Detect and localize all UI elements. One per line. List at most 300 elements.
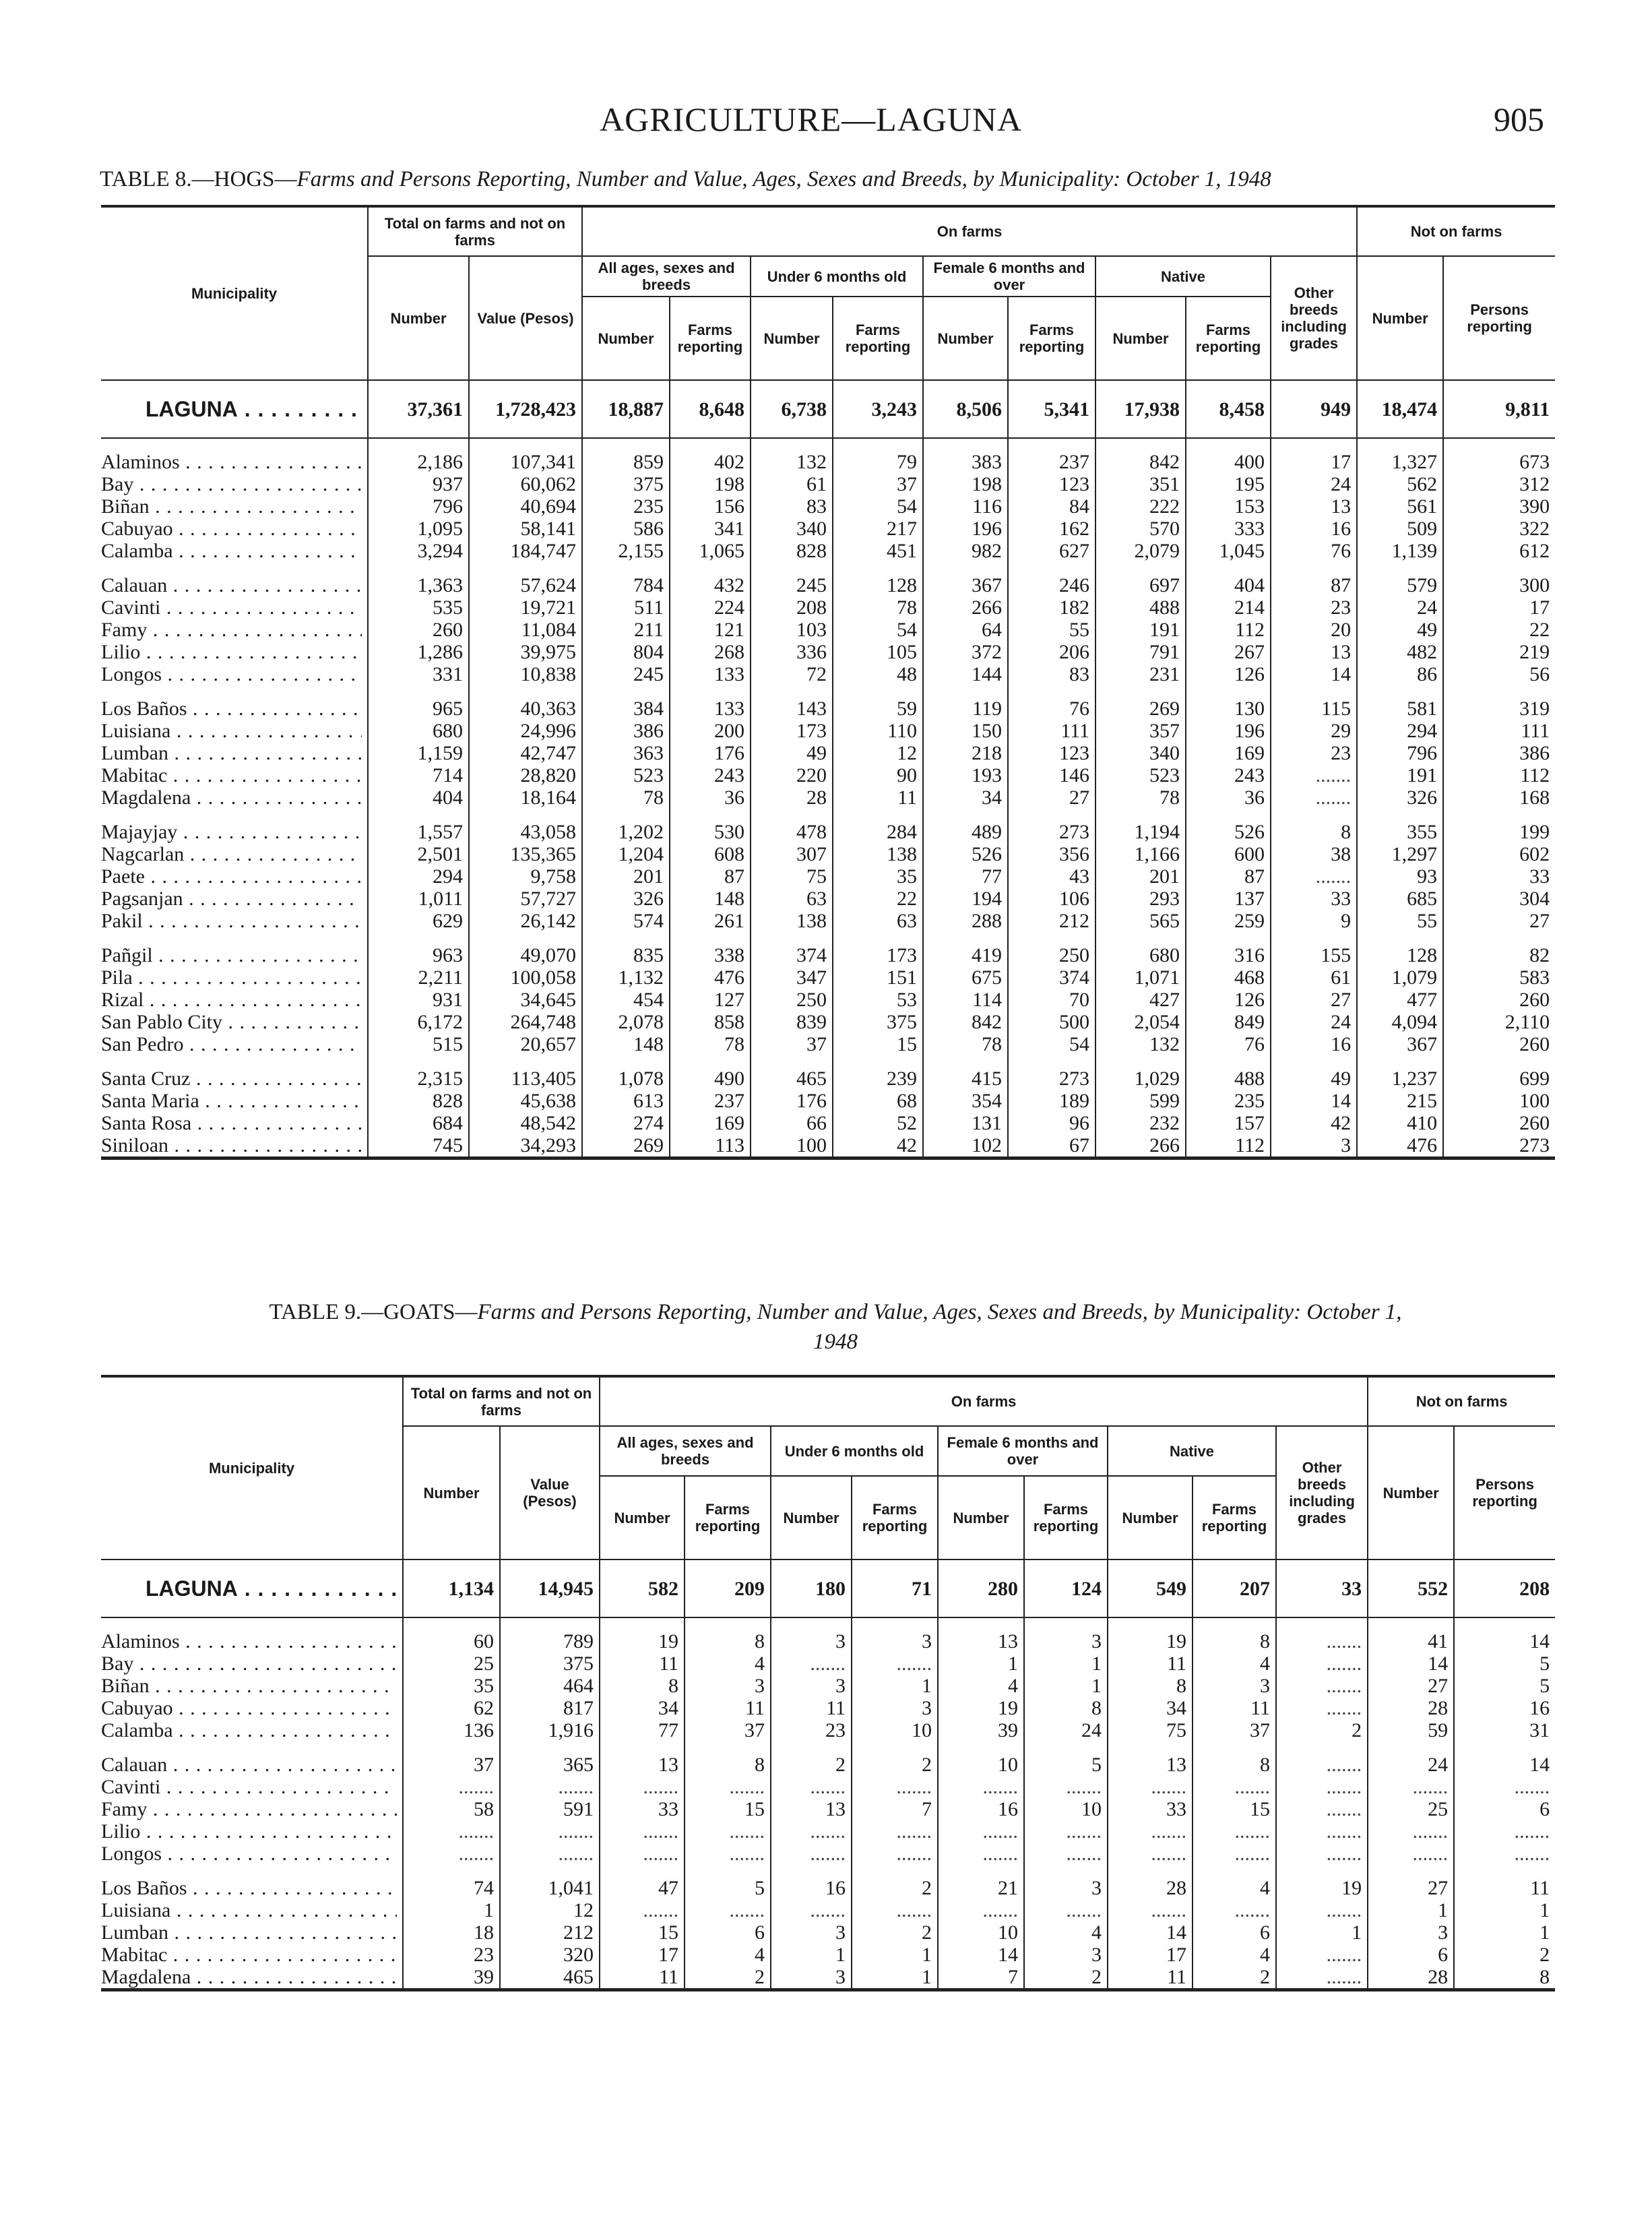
value-cell: .......: [1276, 1899, 1368, 1921]
value-cell: 33: [1108, 1798, 1193, 1820]
table-row: [101, 1652, 1555, 1675]
value-cell: 8: [685, 1630, 771, 1652]
value-cell: 326: [582, 888, 670, 910]
value-cell: .......: [685, 1776, 771, 1798]
value-cell: 684: [368, 1112, 469, 1134]
municipality-cell: [101, 1134, 368, 1159]
total-cell: 8,506: [923, 380, 1008, 438]
header-number: Number: [938, 1476, 1024, 1559]
value-cell: 57,624: [469, 574, 582, 596]
value-cell: 2: [1024, 1966, 1108, 1990]
header-number: Number: [368, 256, 469, 380]
value-cell: 565: [1095, 910, 1186, 932]
spacer-cell: [833, 562, 923, 574]
value-cell: 745: [368, 1134, 469, 1159]
spacer-cell: [833, 809, 923, 821]
value-cell: 1: [1368, 1899, 1454, 1921]
value-cell: 37: [1193, 1719, 1276, 1741]
value-cell: 37: [685, 1719, 771, 1741]
spacer-cell: [469, 562, 582, 574]
value-cell: .......: [1024, 1843, 1108, 1865]
value-cell: 8: [1108, 1675, 1193, 1697]
municipality-cell: [101, 1068, 368, 1090]
value-cell: 21: [938, 1877, 1024, 1899]
value-cell: 19: [600, 1630, 685, 1652]
value-cell: 784: [582, 574, 670, 596]
spacer-cell: [1008, 809, 1095, 821]
value-cell: .......: [1024, 1820, 1108, 1843]
value-cell: 5: [1024, 1754, 1108, 1776]
value-cell: 9,758: [469, 865, 582, 888]
municipality-cell: [101, 742, 368, 764]
value-cell: 8: [1193, 1630, 1276, 1652]
spacer-cell: [368, 562, 469, 574]
value-cell: 13: [771, 1798, 852, 1820]
value-cell: 307: [751, 843, 833, 865]
total-cell: 33: [1276, 1559, 1368, 1617]
value-cell: .......: [852, 1899, 938, 1921]
value-cell: 76: [1008, 698, 1095, 720]
value-cell: 47: [600, 1877, 685, 1899]
header-other-breeds: Other breeds including grades: [1271, 256, 1357, 380]
value-cell: 35: [403, 1675, 500, 1697]
value-cell: 260: [1443, 989, 1555, 1011]
value-cell: 57,727: [469, 888, 582, 910]
value-cell: 34: [923, 786, 1008, 809]
value-cell: 19,721: [469, 596, 582, 619]
value-cell: 530: [670, 821, 751, 843]
value-cell: 526: [1186, 821, 1271, 843]
value-cell: 86: [1357, 663, 1443, 685]
spacer-cell: [1276, 1617, 1368, 1630]
table-row: [101, 1697, 1555, 1719]
municipality-name: Famy . . .: [101, 1798, 397, 1820]
municipality-cell: [101, 663, 368, 685]
value-cell: 75: [751, 865, 833, 888]
value-cell: 103: [751, 619, 833, 641]
table-row: [101, 1776, 1555, 1798]
value-cell: 33: [600, 1798, 685, 1820]
municipality-name: Magdalena . . .: [101, 1966, 397, 1988]
value-cell: 2,110: [1443, 1011, 1555, 1033]
table-row: [101, 495, 1555, 518]
value-cell: 116: [923, 495, 1008, 518]
value-cell: 2,078: [582, 1011, 670, 1033]
value-cell: .......: [1454, 1820, 1555, 1843]
value-cell: 212: [500, 1921, 600, 1944]
total-cell: 124: [1024, 1559, 1108, 1617]
table9-caption-text: Farms and Persons Reporting, Number and Value, Ages, Sexes and Breeds, by Municipality: October 1, 1948: [477, 1300, 1402, 1354]
municipality-name: Santa Rosa . . .: [101, 1112, 362, 1134]
value-cell: .......: [1271, 865, 1357, 888]
spacer-cell: [582, 438, 670, 451]
value-cell: 231: [1095, 663, 1186, 685]
value-cell: 451: [833, 540, 923, 562]
value-cell: 673: [1443, 451, 1555, 473]
value-cell: 714: [368, 764, 469, 786]
value-cell: 243: [670, 764, 751, 786]
table-row: [101, 540, 1555, 562]
spacer-cell: [1186, 438, 1271, 451]
table-row: [101, 989, 1555, 1011]
spacer-cell: [1368, 1617, 1454, 1630]
value-cell: 17: [1443, 596, 1555, 619]
municipality-cell: [101, 843, 368, 865]
value-cell: 82: [1443, 944, 1555, 966]
value-cell: 374: [1008, 966, 1095, 989]
table-row: [101, 641, 1555, 663]
spacer-cell: [938, 1865, 1024, 1877]
spacer-cell: [670, 932, 751, 944]
value-cell: 250: [1008, 944, 1095, 966]
value-cell: 3: [1368, 1921, 1454, 1944]
spacer-cell: [923, 438, 1008, 451]
spacer-cell: [1357, 809, 1443, 821]
value-cell: .......: [1271, 764, 1357, 786]
value-cell: 509: [1357, 518, 1443, 540]
municipality-name: Siniloan . . .: [101, 1134, 362, 1156]
value-cell: 87: [1271, 574, 1357, 596]
value-cell: 43: [1008, 865, 1095, 888]
spacer-cell: [938, 1617, 1024, 1630]
municipality-name: Bay . . .: [101, 473, 362, 495]
spacer-cell: [403, 1865, 500, 1877]
value-cell: 77: [923, 865, 1008, 888]
value-cell: 93: [1357, 865, 1443, 888]
table8-caption-text: Farms and Persons Reporting, Number and Value, Ages, Sexes and Breeds, by Municipality: October 1, 1948: [296, 167, 1271, 191]
value-cell: 34,645: [469, 989, 582, 1011]
value-cell: 266: [1095, 1134, 1186, 1159]
value-cell: 4,094: [1357, 1011, 1443, 1033]
spacer-cell: [368, 685, 469, 698]
header-number: Number: [923, 297, 1008, 380]
spacer-cell: [670, 685, 751, 698]
value-cell: 83: [1008, 663, 1095, 685]
municipality-name: Biñan . . .: [101, 495, 362, 518]
value-cell: 151: [833, 966, 923, 989]
value-cell: 128: [1357, 944, 1443, 966]
spacer-row: [101, 438, 1555, 451]
value-cell: 322: [1443, 518, 1555, 540]
value-cell: 96: [1008, 1112, 1095, 1134]
value-cell: .......: [1276, 1798, 1368, 1820]
value-cell: 1,029: [1095, 1068, 1186, 1090]
value-cell: 63: [833, 910, 923, 932]
header-under6: Under 6 months old: [771, 1426, 938, 1476]
value-cell: 77: [600, 1719, 685, 1741]
value-cell: 591: [500, 1798, 600, 1820]
value-cell: 100: [751, 1134, 833, 1159]
municipality-cell: [101, 1899, 403, 1921]
value-cell: .......: [1276, 1944, 1368, 1966]
value-cell: 400: [1186, 451, 1271, 473]
value-cell: 294: [1357, 720, 1443, 742]
header-number: Number: [582, 297, 670, 380]
value-cell: 70: [1008, 989, 1095, 1011]
table-row: [101, 451, 1555, 473]
value-cell: 201: [1095, 865, 1186, 888]
value-cell: 196: [923, 518, 1008, 540]
value-cell: 10: [1024, 1798, 1108, 1820]
header-farms-reporting: Farms reporting: [685, 1476, 771, 1559]
value-cell: 3: [1193, 1675, 1276, 1697]
value-cell: 58,141: [469, 518, 582, 540]
total-cell: 9,811: [1443, 380, 1555, 438]
municipality-cell: [101, 698, 368, 720]
value-cell: .......: [771, 1776, 852, 1798]
value-cell: 34: [600, 1697, 685, 1719]
value-cell: 386: [1443, 742, 1555, 764]
value-cell: 931: [368, 989, 469, 1011]
spacer-cell: [582, 809, 670, 821]
spacer-cell: [771, 1865, 852, 1877]
municipality-cell: [101, 821, 368, 843]
value-cell: 54: [833, 495, 923, 518]
value-cell: 182: [1008, 596, 1095, 619]
value-cell: 27: [1008, 786, 1095, 809]
value-cell: 338: [670, 944, 751, 966]
value-cell: 8: [1271, 821, 1357, 843]
value-cell: 817: [500, 1697, 600, 1719]
municipality-name: Bay . . .: [101, 1652, 397, 1675]
value-cell: 49: [751, 742, 833, 764]
value-cell: .......: [1108, 1776, 1193, 1798]
spacer-cell: [670, 809, 751, 821]
value-cell: 14: [1368, 1652, 1454, 1675]
value-cell: 273: [1008, 1068, 1095, 1090]
spacer-row: [101, 1617, 1555, 1630]
value-cell: 68: [833, 1090, 923, 1112]
value-cell: 105: [833, 641, 923, 663]
table-row: [101, 1877, 1555, 1899]
value-cell: 963: [368, 944, 469, 966]
value-cell: 326: [1357, 786, 1443, 809]
value-cell: 488: [1186, 1068, 1271, 1090]
value-cell: .......: [403, 1820, 500, 1843]
table8-caption: [100, 167, 1555, 192]
value-cell: 804: [582, 641, 670, 663]
header-on-farms: On farms: [582, 206, 1357, 256]
value-cell: 130: [1186, 698, 1271, 720]
spacer-cell: [1357, 932, 1443, 944]
spacer-cell: [1271, 562, 1357, 574]
table-row: [101, 1719, 1555, 1741]
value-cell: 1,916: [500, 1719, 600, 1741]
value-cell: 42,747: [469, 742, 582, 764]
total-cell: 3,243: [833, 380, 923, 438]
spacer-cell: [1186, 809, 1271, 821]
value-cell: 9: [1271, 910, 1357, 932]
value-cell: 796: [368, 495, 469, 518]
value-cell: 2: [852, 1921, 938, 1944]
header-farms-reporting: Farms reporting: [1193, 1476, 1276, 1559]
value-cell: .......: [938, 1820, 1024, 1843]
value-cell: 39,975: [469, 641, 582, 663]
value-cell: .......: [1108, 1843, 1193, 1865]
value-cell: .......: [600, 1776, 685, 1798]
value-cell: 402: [670, 451, 751, 473]
municipality-name: Santa Cruz . . .: [101, 1068, 362, 1090]
spacer-cell: [1443, 932, 1555, 944]
value-cell: 319: [1443, 698, 1555, 720]
value-cell: 2,054: [1095, 1011, 1186, 1033]
total-name-cell: [101, 1559, 403, 1617]
value-cell: .......: [1276, 1697, 1368, 1719]
municipality-name: Calauan . . .: [101, 1754, 397, 1776]
value-cell: 11: [600, 1652, 685, 1675]
total-name: LAGUNA . . .: [146, 1578, 397, 1600]
value-cell: 608: [670, 843, 751, 865]
value-cell: 28: [1368, 1697, 1454, 1719]
value-cell: 331: [368, 663, 469, 685]
table-row: [101, 1944, 1555, 1966]
municipality-name: Longos . . .: [101, 663, 362, 685]
value-cell: 74: [403, 1877, 500, 1899]
value-cell: 1: [1276, 1921, 1368, 1944]
value-cell: 5: [685, 1877, 771, 1899]
value-cell: 150: [923, 720, 1008, 742]
value-cell: 13: [1271, 495, 1357, 518]
value-cell: 191: [1095, 619, 1186, 641]
spacer-cell: [1095, 562, 1186, 574]
municipality-cell: [101, 1877, 403, 1899]
value-cell: 842: [923, 1011, 1008, 1033]
total-cell: 207: [1193, 1559, 1276, 1617]
value-cell: 791: [1095, 641, 1186, 663]
spacer-cell: [600, 1865, 685, 1877]
value-cell: 260: [1443, 1033, 1555, 1055]
spacer-cell: [1193, 1617, 1276, 1630]
total-cell: 18,474: [1357, 380, 1443, 438]
spacer-cell: [1357, 685, 1443, 698]
spacer-cell: [751, 438, 833, 451]
value-cell: 383: [923, 451, 1008, 473]
value-cell: 59: [1368, 1719, 1454, 1741]
value-cell: 143: [751, 698, 833, 720]
value-cell: 260: [1443, 1112, 1555, 1134]
value-cell: 1,159: [368, 742, 469, 764]
value-cell: 212: [1008, 910, 1095, 932]
value-cell: 155: [1271, 944, 1357, 966]
value-cell: 2,079: [1095, 540, 1186, 562]
municipality-cell: [101, 1011, 368, 1033]
value-cell: 1,557: [368, 821, 469, 843]
value-cell: 3: [685, 1675, 771, 1697]
municipality-name: Los Baños . . .: [101, 1877, 397, 1899]
value-cell: 12: [833, 742, 923, 764]
header-municipality: Municipality: [101, 1376, 403, 1559]
value-cell: 24: [1024, 1719, 1108, 1741]
value-cell: .......: [1193, 1899, 1276, 1921]
group-gap-row: [101, 1055, 1555, 1068]
value-cell: 432: [670, 574, 751, 596]
value-cell: 1,297: [1357, 843, 1443, 865]
municipality-name: Cabuyao . . .: [101, 518, 362, 540]
municipality-cell: [101, 1719, 403, 1741]
value-cell: 697: [1095, 574, 1186, 596]
total-cell: 180: [771, 1559, 852, 1617]
value-cell: 1: [1454, 1921, 1555, 1944]
value-cell: .......: [685, 1899, 771, 1921]
value-cell: 1,139: [1357, 540, 1443, 562]
value-cell: 111: [1008, 720, 1095, 742]
municipality-name: Pagsanjan . . .: [101, 888, 362, 910]
value-cell: .......: [1108, 1899, 1193, 1921]
header-persons-reporting: Persons reporting: [1454, 1426, 1555, 1559]
value-cell: 107,341: [469, 451, 582, 473]
municipality-name: Luisiana . . .: [101, 1899, 397, 1921]
value-cell: 49: [1271, 1068, 1357, 1090]
value-cell: 199: [1443, 821, 1555, 843]
value-cell: 15: [1193, 1798, 1276, 1820]
value-cell: 198: [670, 473, 751, 495]
value-cell: 146: [1008, 764, 1095, 786]
value-cell: .......: [500, 1820, 600, 1843]
municipality-name: Cavinti . . .: [101, 596, 362, 619]
total-cell: 14,945: [500, 1559, 600, 1617]
value-cell: 112: [1186, 619, 1271, 641]
municipality-name: Majayjay . . .: [101, 821, 362, 843]
value-cell: 1: [403, 1899, 500, 1921]
value-cell: 37: [751, 1033, 833, 1055]
municipality-name: Longos . . .: [101, 1843, 397, 1865]
total-cell: 549: [1108, 1559, 1193, 1617]
value-cell: 250: [751, 989, 833, 1011]
value-cell: 24: [1271, 473, 1357, 495]
value-cell: 214: [1186, 596, 1271, 619]
spacer-cell: [751, 1055, 833, 1068]
value-cell: 131: [923, 1112, 1008, 1134]
spacer-cell: [852, 1865, 938, 1877]
value-cell: 11,084: [469, 619, 582, 641]
value-cell: 208: [751, 596, 833, 619]
value-cell: 3: [771, 1966, 852, 1990]
value-cell: .......: [1368, 1843, 1454, 1865]
spacer-cell: [751, 685, 833, 698]
value-cell: 132: [1095, 1033, 1186, 1055]
table-row: [101, 596, 1555, 619]
value-cell: 36: [1186, 786, 1271, 809]
value-cell: .......: [1276, 1776, 1368, 1798]
municipality-cell: [101, 764, 368, 786]
value-cell: 574: [582, 910, 670, 932]
group-gap-row: [101, 1865, 1555, 1877]
value-cell: 18: [403, 1921, 500, 1944]
value-cell: 25: [403, 1652, 500, 1675]
spacer-cell: [938, 1741, 1024, 1754]
value-cell: 26,142: [469, 910, 582, 932]
value-cell: 465: [500, 1966, 600, 1990]
value-cell: 61: [1271, 966, 1357, 989]
value-cell: 28: [1108, 1877, 1193, 1899]
value-cell: 570: [1095, 518, 1186, 540]
value-cell: 215: [1357, 1090, 1443, 1112]
value-cell: 375: [833, 1011, 923, 1033]
value-cell: .......: [1276, 1754, 1368, 1776]
value-cell: 75: [1108, 1719, 1193, 1741]
value-cell: 113: [670, 1134, 751, 1159]
value-cell: 83: [751, 495, 833, 518]
spacer-cell: [500, 1865, 600, 1877]
value-cell: 61: [751, 473, 833, 495]
spacer-cell: [685, 1865, 771, 1877]
value-cell: 581: [1357, 698, 1443, 720]
header-farms-reporting: Farms reporting: [833, 297, 923, 380]
value-cell: 7: [938, 1966, 1024, 1990]
value-cell: 454: [582, 989, 670, 1011]
value-cell: .......: [1276, 1652, 1368, 1675]
value-cell: 246: [1008, 574, 1095, 596]
